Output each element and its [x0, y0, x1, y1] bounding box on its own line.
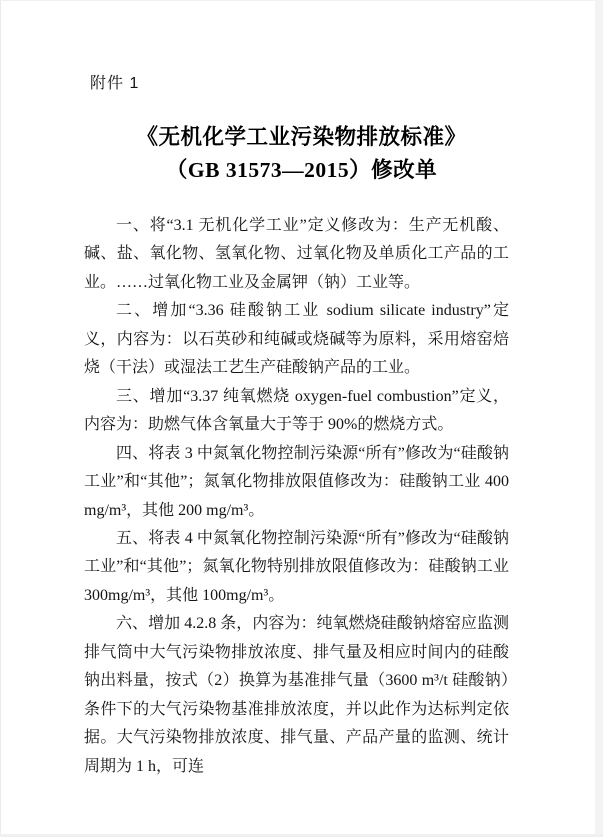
- document-body: [84, 212, 509, 781]
- document-title-line-2: （GB 31573—2015）修改单: [165, 158, 438, 182]
- paragraph-4-table3-nox-limits: 四、将表 3 中氮氧化物控制污染源“所有”修改为“硅酸钠工业”和“其他”；氮氧化物排放限值修改为：硅酸钠工业 400 mg/m³，其他 200 mg/m³。: [84, 444, 509, 519]
- attachment-label: 附件 1: [90, 75, 140, 92]
- page-edge-left: [0, 0, 1, 837]
- paragraph-6-clause-428-monitoring: 六、增加 4.2.8 条，内容为：纯氧燃烧硅酸钠熔窑应监测排气筒中大气污染物排放浓度、排气量及相应时间内的硅酸钠出料量，按式（2）换算为基准排气量（3600 m³/t 硅酸钠）条件下的大气污染物基准排放浓度，并以此作为达标判定依据。大气污染物排放浓度、排气量、产品产量的监测、统计周期为 1 h，可连: [84, 615, 509, 775]
- page-edge-right: [595, 0, 603, 837]
- paragraph-3-definition-oxygen-fuel-combustion: 三、增加“3.37 纯氧燃烧 oxygen-fuel combustion”定义，内容为：助燃气体含氧量大于等于 90%的燃烧方式。: [84, 387, 509, 434]
- document-title: [0, 121, 603, 187]
- paragraph-1-definition-inorganic-chemical-industry: 一、将“3.1 无机化学工业”定义修改为：生产无机酸、碱、盐、氧化物、氢氧化物、过氧化物及单质化工产品的工业。……过氧化物工业及金属钾（钠）工业等。: [84, 217, 509, 291]
- paragraph-5-table4-nox-special-limits: 五、将表 4 中氮氧化物控制污染源“所有”修改为“硅酸钠工业”和“其他”；氮氧化物特别排放限值修改为：硅酸钠工业 300mg/m³，其他 100mg/m³。: [84, 529, 509, 604]
- paragraph-2-definition-sodium-silicate-industry: 二、增加“3.36 硅酸钠工业 sodium silicate industry”定义，内容为：以石英砂和纯碱或烧碱等为原料，采用熔窑焙烧（干法）或湿法工艺生产硅酸钠产品的工业。: [84, 302, 509, 377]
- document-title-line-1: 《无机化学工业污染物排放标准》: [136, 125, 467, 149]
- page-edge-top: [0, 0, 603, 1]
